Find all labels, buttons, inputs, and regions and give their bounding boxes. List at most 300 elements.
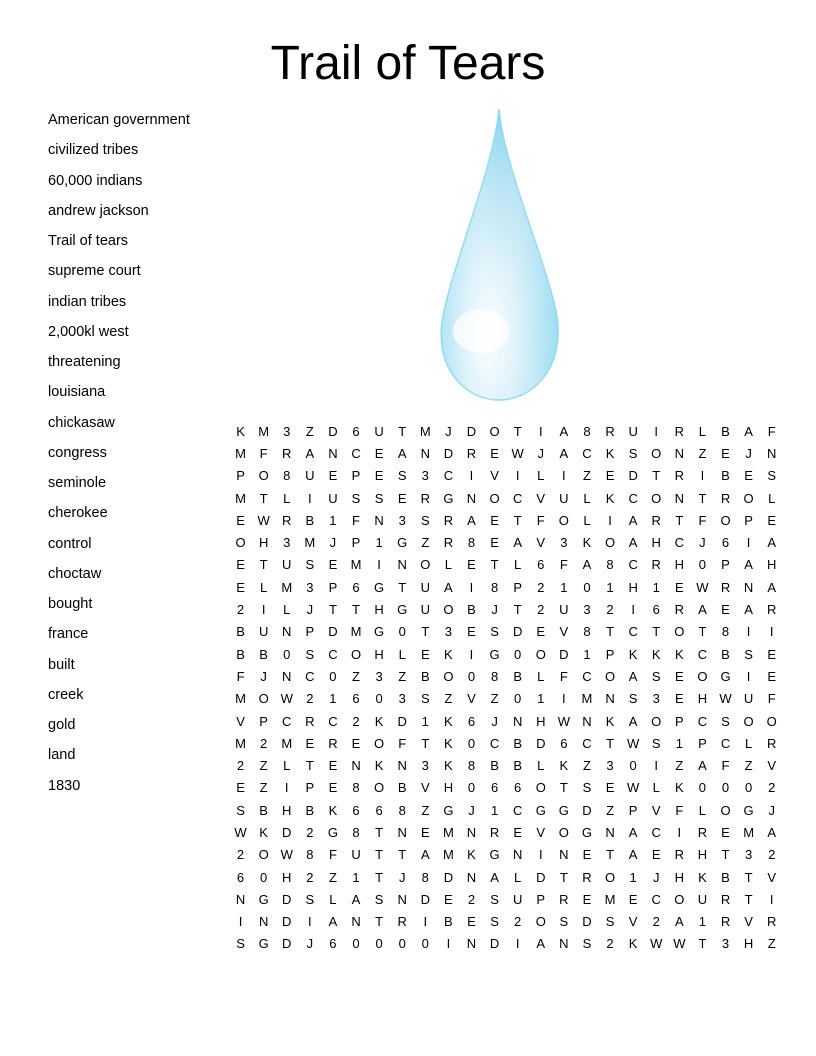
grid-letter: 6 <box>352 579 360 595</box>
grid-row <box>229 888 783 910</box>
grid-letter: B <box>305 802 315 818</box>
grid-letter: 8 <box>583 423 591 439</box>
grid-letter: N <box>397 557 407 573</box>
grid-letter: 1 <box>583 646 591 662</box>
grid-letter: G <box>258 891 269 907</box>
grid-letter: V <box>628 914 638 930</box>
grid-letter: Z <box>259 758 268 774</box>
grid-letter: T <box>744 891 753 907</box>
grid-letter: T <box>698 936 707 952</box>
grid-letter: U <box>328 490 338 506</box>
grid-letter: M <box>281 735 293 751</box>
grid-letter: 0 <box>514 646 522 662</box>
grid-letter: 2 <box>537 579 545 595</box>
grid-letter: H <box>443 780 454 796</box>
grid-letter: J <box>768 802 775 818</box>
grid-letter: O <box>743 490 754 506</box>
grid-letter: L <box>583 490 591 506</box>
word-search-grid <box>229 420 783 955</box>
grid-letter: N <box>420 445 430 461</box>
grid-letter: I <box>654 758 659 774</box>
grid-letter: O <box>604 535 616 551</box>
grid-letter: N <box>605 691 615 707</box>
grid-letter: I <box>446 936 451 952</box>
grid-letter: W <box>627 735 640 751</box>
grid-letter: T <box>652 624 661 640</box>
grid-letter: M <box>743 824 755 840</box>
grid-letter: 3 <box>583 602 591 618</box>
grid-letter: W <box>719 691 732 707</box>
grid-letter: U <box>420 602 430 618</box>
grid-letter: 2 <box>467 891 476 907</box>
grid-letter: T <box>352 602 360 618</box>
grid-letter: E <box>721 602 730 618</box>
grid-letter: D <box>397 713 407 729</box>
grid-letter: S <box>236 802 245 818</box>
grid-letter: 2 <box>606 602 614 618</box>
grid-letter: 0 <box>698 557 707 573</box>
grid-row <box>229 866 783 888</box>
grid-letter: V <box>236 713 245 729</box>
grid-letter: T <box>606 735 615 751</box>
grid-letter: K <box>628 646 638 662</box>
grid-letter: A <box>698 602 707 618</box>
grid-letter: E <box>490 512 499 528</box>
grid-letter: O <box>535 646 546 662</box>
grid-letter: C <box>512 802 523 818</box>
grid-letter: E <box>767 646 777 662</box>
grid-letter: E <box>351 735 361 751</box>
grid-letter: H <box>258 535 269 551</box>
grid-letter: 6 <box>652 602 660 618</box>
grid-letter: J <box>329 535 337 551</box>
grid-letter: K <box>444 713 453 729</box>
grid-letter: N <box>466 869 477 885</box>
grid-letter: R <box>305 713 315 729</box>
grid-letter: T <box>398 579 407 595</box>
word-list-item: louisiana <box>48 384 106 401</box>
grid-letter: A <box>628 535 638 551</box>
grid-letter: J <box>398 869 406 885</box>
grid-letter: G <box>443 802 454 818</box>
grid-letter: U <box>351 847 361 863</box>
grid-letter: O <box>258 847 269 863</box>
grid-letter: C <box>582 668 592 684</box>
grid-letter: B <box>513 735 522 751</box>
grid-letter: I <box>284 780 289 796</box>
grid-letter: E <box>767 668 777 684</box>
grid-letter: 0 <box>283 646 291 662</box>
grid-letter: E <box>397 490 407 506</box>
grid-letter: E <box>605 468 615 484</box>
grid-letter: K <box>674 646 684 662</box>
grid-letter: 2 <box>537 602 545 618</box>
grid-letter: 0 <box>629 758 637 774</box>
grid-letter: 1 <box>606 579 614 595</box>
grid-letter: U <box>559 490 569 506</box>
grid-letter: T <box>375 914 384 930</box>
grid-letter: W <box>257 512 270 528</box>
grid-letter: W <box>511 445 524 461</box>
grid-letter: G <box>374 624 385 640</box>
grid-letter: 0 <box>260 869 268 885</box>
grid-letter: E <box>490 445 499 461</box>
grid-letter: G <box>374 579 385 595</box>
grid-letter: F <box>675 802 684 818</box>
grid-letter: T <box>744 869 753 885</box>
grid-letter: S <box>420 691 430 707</box>
grid-letter: R <box>397 914 407 930</box>
grid-letter: I <box>654 423 659 439</box>
grid-letter: S <box>628 445 638 461</box>
grid-letter: F <box>559 668 568 684</box>
grid-letter: I <box>515 468 520 484</box>
grid-letter: D <box>512 624 523 640</box>
grid-letter: N <box>351 914 361 930</box>
grid-letter: O <box>720 512 731 528</box>
grid-letter: M <box>281 579 293 595</box>
grid-letter: I <box>538 423 543 439</box>
grid-letter: J <box>699 535 706 551</box>
grid-letter: A <box>767 535 777 551</box>
grid-letter: 0 <box>398 936 406 952</box>
grid-letter: D <box>582 914 592 930</box>
grid-letter: 1 <box>560 579 568 595</box>
grid-letter: N <box>512 713 523 729</box>
grid-letter: I <box>769 624 774 640</box>
grid-letter: U <box>258 624 269 640</box>
grid-letter: R <box>651 557 661 573</box>
grid-letter: P <box>351 468 361 484</box>
grid-letter: O <box>743 713 754 729</box>
grid-letter: R <box>582 869 592 885</box>
grid-letter: P <box>305 780 315 796</box>
grid-letter: A <box>513 535 522 551</box>
grid-letter: E <box>536 624 546 640</box>
grid-letter: E <box>374 445 384 461</box>
grid-letter: W <box>650 936 663 952</box>
grid-letter: O <box>489 423 500 439</box>
grid-letter: 6 <box>721 535 730 551</box>
grid-letter: U <box>282 557 292 573</box>
grid-letter: C <box>651 891 661 907</box>
grid-row <box>229 754 783 776</box>
grid-letter: L <box>514 869 522 885</box>
grid-letter: L <box>283 490 291 506</box>
grid-letter: F <box>352 512 360 528</box>
grid-letter: N <box>512 847 523 863</box>
grid-letter: O <box>443 668 454 684</box>
grid-letter: N <box>235 891 246 907</box>
grid-letter: K <box>259 824 268 840</box>
grid-letter: E <box>467 624 476 640</box>
grid-letter: M <box>235 735 246 751</box>
grid-letter: L <box>514 557 522 573</box>
grid-letter: 2 <box>306 824 314 840</box>
grid-letter: V <box>767 758 777 774</box>
grid-letter: J <box>652 869 660 885</box>
word-list-item: 2,000kl west <box>48 323 129 340</box>
grid-letter: L <box>260 579 268 595</box>
grid-letter: D <box>536 735 546 751</box>
grid-letter: C <box>628 490 638 506</box>
grid-letter: N <box>351 758 361 774</box>
grid-letter: E <box>374 468 384 484</box>
grid-letter: Z <box>305 423 314 439</box>
grid-letter: A <box>628 847 638 863</box>
grid-letter: 2 <box>652 914 660 930</box>
grid-letter: N <box>328 445 338 461</box>
grid-letter: 8 <box>721 624 730 640</box>
grid-letter: P <box>628 802 638 818</box>
grid-letter: M <box>581 691 593 707</box>
grid-letter: T <box>328 602 337 618</box>
grid-letter: A <box>467 512 476 528</box>
grid-letter: F <box>698 512 707 528</box>
grid-letter: L <box>537 468 545 484</box>
grid-letter: D <box>489 936 500 952</box>
word-list-item: land <box>48 747 76 764</box>
grid-row <box>229 643 783 665</box>
grid-letter: O <box>235 535 246 551</box>
grid-letter: M <box>304 535 316 551</box>
grid-letter: I <box>423 914 428 930</box>
grid-letter: I <box>746 668 751 684</box>
grid-letter: I <box>469 468 474 484</box>
grid-letter: A <box>628 668 638 684</box>
grid-letter: I <box>700 468 705 484</box>
grid-letter: 6 <box>352 691 360 707</box>
grid-row <box>229 487 783 509</box>
grid-letter: V <box>536 824 546 840</box>
grid-letter: M <box>350 557 362 573</box>
grid-letter: J <box>537 445 545 461</box>
grid-letter: K <box>374 758 384 774</box>
grid-letter: 3 <box>421 468 429 484</box>
grid-letter: D <box>466 423 477 439</box>
word-list-item: civilized tribes <box>48 142 139 159</box>
grid-letter: I <box>469 579 474 595</box>
grid-letter: N <box>374 512 384 528</box>
grid-letter: H <box>674 869 685 885</box>
grid-letter: I <box>538 847 543 863</box>
grid-letter: T <box>513 602 522 618</box>
grid-letter: L <box>583 512 591 528</box>
grid-letter: T <box>421 735 430 751</box>
grid-letter: M <box>235 490 246 506</box>
grid-letter: S <box>490 914 499 930</box>
grid-letter: 6 <box>514 780 522 796</box>
grid-letter: A <box>628 512 638 528</box>
grid-letter: P <box>721 557 730 573</box>
grid-letter: J <box>491 602 498 618</box>
grid-letter: P <box>698 735 707 751</box>
grid-letter: D <box>282 936 292 952</box>
grid-letter: E <box>513 824 522 840</box>
grid-letter: U <box>512 891 523 907</box>
grid-letter: F <box>259 445 268 461</box>
grid-letter: K <box>236 423 245 439</box>
grid-letter: C <box>328 713 338 729</box>
grid-letter: 3 <box>398 691 406 707</box>
grid-letter: A <box>698 758 707 774</box>
grid-letter: P <box>744 512 753 528</box>
word-list-item: france <box>48 626 89 643</box>
grid-letter: H <box>374 646 384 662</box>
grid-letter: B <box>721 869 730 885</box>
grid-letter: E <box>236 780 245 796</box>
grid-letter: 3 <box>560 535 568 551</box>
grid-letter: H <box>651 535 661 551</box>
grid-letter: B <box>444 914 453 930</box>
grid-letter: V <box>559 624 569 640</box>
grid-letter: K <box>605 445 615 461</box>
grid-letter: I <box>746 624 751 640</box>
grid-letter: E <box>328 758 338 774</box>
word-list-item: 1830 <box>48 777 81 794</box>
grid-letter: E <box>328 780 338 796</box>
grid-letter: B <box>721 646 730 662</box>
grid-letter: Z <box>398 668 407 684</box>
grid-letter: G <box>558 802 569 818</box>
grid-letter: T <box>398 423 407 439</box>
grid-letter: 0 <box>583 579 591 595</box>
grid-letter: O <box>558 824 569 840</box>
grid-letter: F <box>721 758 730 774</box>
grid-letter: L <box>744 735 753 751</box>
grid-letter: 3 <box>283 535 291 551</box>
grid-letter: V <box>420 780 430 796</box>
grid-letter: C <box>512 490 523 506</box>
grid-letter: 6 <box>537 557 545 573</box>
grid-letter: 2 <box>306 869 314 885</box>
grid-letter: M <box>419 423 431 439</box>
grid-letter: T <box>652 468 661 484</box>
grid-letter: S <box>651 735 661 751</box>
grid-letter: C <box>697 713 708 729</box>
grid-letter: 1 <box>675 735 683 751</box>
grid-letter: N <box>674 490 685 506</box>
grid-letter: O <box>674 624 685 640</box>
grid-letter: I <box>308 914 312 930</box>
grid-letter: D <box>420 891 430 907</box>
grid-letter: L <box>768 490 776 506</box>
grid-letter: R <box>767 602 777 618</box>
grid-letter: 8 <box>490 668 499 684</box>
grid-letter: T <box>721 847 730 863</box>
page-title: Trail of Tears <box>270 37 546 90</box>
grid-letter: M <box>350 624 362 640</box>
grid-letter: Z <box>444 691 453 707</box>
grid-letter: W <box>234 824 247 840</box>
grid-row <box>229 821 783 843</box>
grid-letter: 1 <box>329 691 337 707</box>
grid-letter: O <box>443 602 454 618</box>
grid-letter: K <box>374 713 384 729</box>
grid-letter: M <box>442 847 454 863</box>
grid-letter: S <box>628 691 638 707</box>
grid-letter: N <box>258 914 269 930</box>
grid-letter: A <box>328 914 338 930</box>
grid-letter: 8 <box>352 780 360 796</box>
grid-letter: R <box>466 445 477 461</box>
grid-letter: O <box>651 713 662 729</box>
grid-letter: R <box>559 891 569 907</box>
grid-letter: E <box>721 445 730 461</box>
word-list-item: supreme court <box>48 263 141 280</box>
grid-letter: R <box>697 824 708 840</box>
grid-letter: V <box>744 914 753 930</box>
grid-letter: R <box>720 490 731 506</box>
grid-letter: C <box>582 445 592 461</box>
grid-letter: D <box>628 468 638 484</box>
grid-letter: T <box>559 780 568 796</box>
word-list-item: 60,000 indians <box>48 172 143 189</box>
grid-row <box>229 531 783 553</box>
grid-letter: 2 <box>236 847 245 863</box>
grid-letter: T <box>375 824 384 840</box>
grid-letter: A <box>628 824 638 840</box>
grid-letter: K <box>674 780 684 796</box>
grid-letter: B <box>397 780 407 796</box>
grid-letter: 8 <box>306 847 314 863</box>
grid-row <box>229 911 783 933</box>
grid-letter: N <box>559 847 569 863</box>
word-list-item: cherokee <box>48 505 108 522</box>
grid-letter: W <box>673 936 686 952</box>
grid-letter: 2 <box>352 713 360 729</box>
grid-letter: B <box>721 423 730 439</box>
grid-letter: 0 <box>744 780 753 796</box>
grid-letter: 6 <box>236 869 245 885</box>
grid-letter: C <box>282 713 292 729</box>
grid-letter: 1 <box>698 914 707 930</box>
grid-letter: S <box>744 646 753 662</box>
grid-letter: H <box>697 847 708 863</box>
grid-letter: T <box>698 624 707 640</box>
grid-letter: D <box>328 624 338 640</box>
grid-letter: O <box>374 735 385 751</box>
grid-letter: N <box>466 824 477 840</box>
grid-letter: T <box>259 490 268 506</box>
grid-letter: 6 <box>490 780 499 796</box>
grid-letter: U <box>743 691 754 707</box>
grid-letter: 0 <box>421 936 429 952</box>
grid-letter: G <box>743 802 754 818</box>
word-list-item: threatening <box>48 354 121 370</box>
grid-letter: O <box>374 780 385 796</box>
grid-letter: 0 <box>352 936 360 952</box>
grid-row <box>229 554 783 576</box>
grid-letter: 8 <box>421 869 429 885</box>
grid-letter: 3 <box>652 691 660 707</box>
grid-letter: E <box>328 557 338 573</box>
grid-letter: N <box>397 891 407 907</box>
grid-letter: D <box>559 646 569 662</box>
grid-row <box>229 844 783 866</box>
grid-letter: O <box>720 802 731 818</box>
grid-letter: Z <box>767 936 776 952</box>
grid-letter: J <box>468 802 475 818</box>
grid-letter: B <box>721 468 730 484</box>
grid-letter: Z <box>421 535 430 551</box>
grid-letter: T <box>513 512 522 528</box>
grid-letter: F <box>328 847 337 863</box>
grid-letter: R <box>651 512 661 528</box>
grid-letter: 8 <box>606 557 614 573</box>
water-drop-icon <box>436 106 564 406</box>
grid-letter: J <box>445 423 452 439</box>
